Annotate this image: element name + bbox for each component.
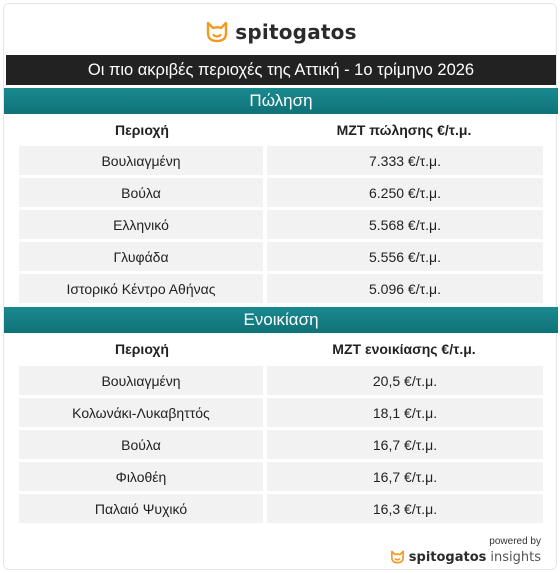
footer-brand-name: spitogatos — [408, 549, 487, 565]
cat-icon — [205, 21, 229, 43]
page-title: Οι πιο ακριβές περιοχές της Αττική - 1ο τρίμηνο 2026 — [6, 55, 556, 85]
price-cell: 16,7 €/τ.μ. — [267, 430, 543, 459]
table-row — [19, 430, 543, 459]
area-cell: Βούλα — [19, 178, 263, 207]
section-rent-header: Ενοικίαση — [4, 307, 558, 333]
table-row — [19, 242, 543, 271]
area-cell: Γλυφάδα — [19, 242, 263, 271]
area-cell: Κολωνάκι-Λυκαβηττός — [19, 398, 263, 427]
column-header-rent-price: ΜΖΤ ενοικίασης €/τ.μ. — [332, 341, 476, 357]
area-cell: Ιστορικό Κέντρο Αθήνας — [19, 274, 263, 303]
price-cell: 20,5 €/τ.μ. — [267, 366, 543, 395]
powered-by-label: powered by — [489, 536, 541, 547]
footer-brand-sub: insights — [490, 549, 541, 565]
brand-header — [4, 18, 558, 46]
table-row — [19, 210, 543, 239]
area-cell: Βούλα — [19, 430, 263, 459]
infographic-card — [3, 3, 557, 570]
area-cell: Βουλιαγμένη — [19, 366, 263, 395]
table-row — [19, 146, 543, 175]
column-header-sale-price: ΜΖΤ πώλησης €/τ.μ. — [336, 122, 472, 138]
footer-brand — [390, 548, 541, 566]
price-cell: 6.250 €/τ.μ. — [267, 178, 543, 207]
sale-column-headers — [19, 116, 543, 144]
price-cell: 5.096 €/τ.μ. — [267, 274, 543, 303]
area-cell: Φιλοθέη — [19, 462, 263, 491]
price-cell: 7.333 €/τ.μ. — [267, 146, 543, 175]
brand-name: spitogatos — [235, 20, 357, 44]
table-row — [19, 366, 543, 395]
price-cell: 5.556 €/τ.μ. — [267, 242, 543, 271]
price-cell: 16,3 €/τ.μ. — [267, 494, 543, 523]
column-header-area: Περιοχή — [115, 122, 169, 138]
price-cell: 18,1 €/τ.μ. — [267, 398, 543, 427]
area-cell: Ελληνικό — [19, 210, 263, 239]
table-row — [19, 494, 543, 523]
table-row — [19, 274, 543, 303]
table-row — [19, 398, 543, 427]
area-cell: Βουλιαγμένη — [19, 146, 263, 175]
table-row — [19, 462, 543, 491]
area-cell: Παλαιό Ψυχικό — [19, 494, 263, 523]
price-cell: 16,7 €/τ.μ. — [267, 462, 543, 491]
price-cell: 5.568 €/τ.μ. — [267, 210, 543, 239]
cat-icon — [390, 550, 405, 564]
rent-column-headers — [19, 335, 543, 363]
column-header-area: Περιοχή — [115, 341, 169, 357]
table-row — [19, 178, 543, 207]
section-sale-header: Πώληση — [4, 88, 558, 114]
